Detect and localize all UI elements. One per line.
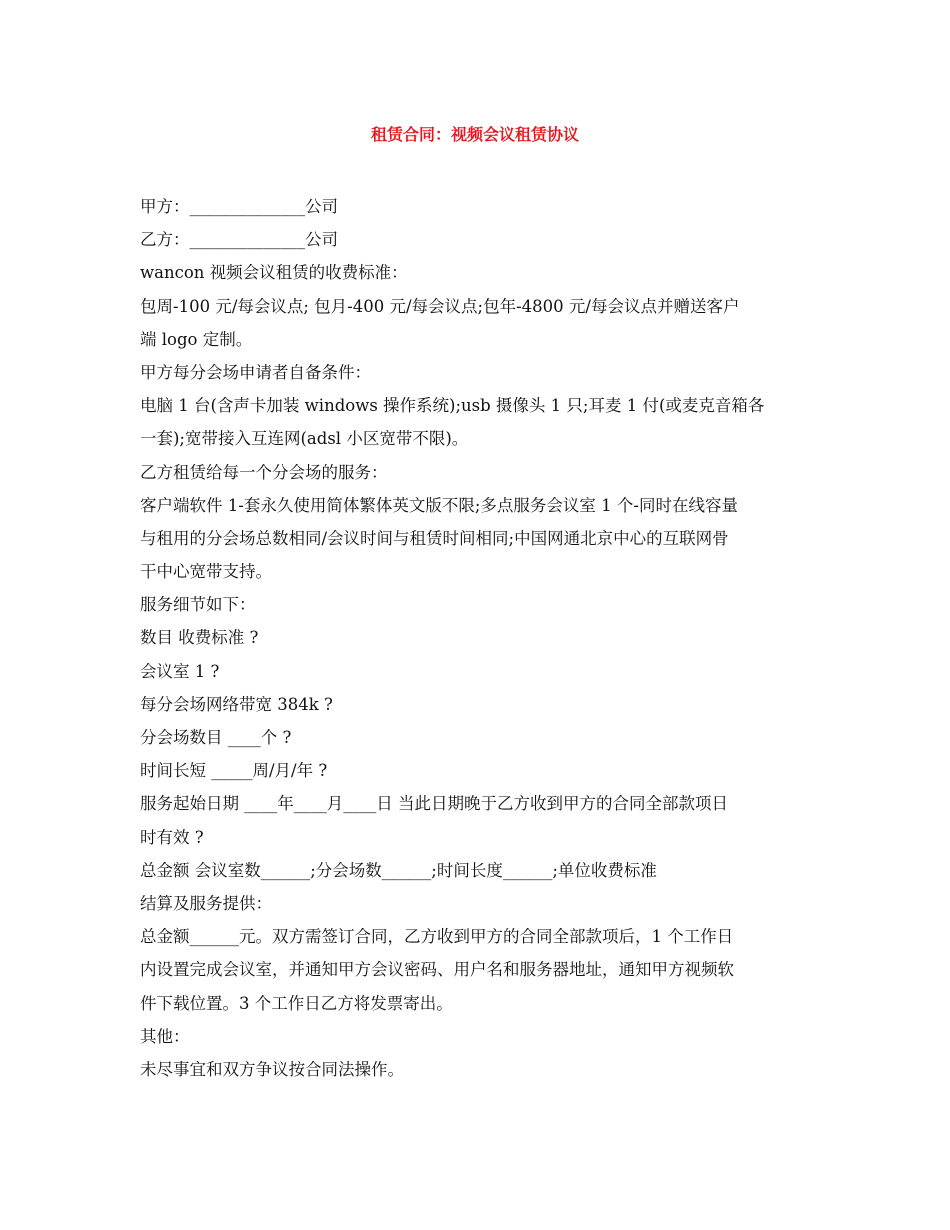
paragraph	[140, 389, 815, 455]
paragraph	[140, 854, 815, 887]
text-line: 一套);宽带接入互连网(adsl 小区宽带不限)。	[140, 429, 469, 449]
paragraph	[140, 688, 815, 721]
text-line: 数目 收费标准 ?	[140, 628, 259, 648]
paragraph	[140, 456, 815, 489]
text-line: 其他：	[140, 1026, 190, 1046]
paragraph	[140, 223, 815, 256]
text-line: 总金额 会议室数______;分会场数______;时间长度______;单位收费标准	[140, 860, 657, 880]
paragraph	[140, 721, 815, 754]
text-line: 乙方：______________公司	[140, 230, 338, 250]
text-line: 包周-100 元/每会议点; 包月-400 元/每会议点;包年-4800 元/每会议点并赠送客户	[140, 296, 740, 316]
text-line: 甲方：______________公司	[140, 197, 338, 216]
text-line: 服务细节如下：	[140, 595, 256, 615]
text-line: 内设置完成会议室，并通知甲方会议密码、用户名和服务器地址，通知甲方视频软	[140, 960, 734, 980]
paragraph	[140, 787, 815, 853]
document-body	[140, 190, 815, 1086]
paragraph	[140, 887, 815, 920]
paragraph	[140, 1020, 815, 1053]
text-line: 乙方租赁给每一个分会场的服务：	[140, 462, 388, 482]
text-line: 件下载位置。3 个工作日乙方将发票寄出。	[140, 993, 453, 1013]
text-line: 时间长短 _____周/月/年 ?	[140, 761, 328, 781]
text-line: 服务起始日期 ____年____月____日 当此日期晚于乙方收到甲方的合同全部款项日	[140, 794, 728, 814]
text-line: 总金额______元。双方需签订合同，乙方收到甲方的合同全部款项后，1 个工作日	[140, 927, 734, 947]
text-line: wancon 视频会议租赁的收费标准：	[140, 263, 408, 283]
paragraph	[140, 256, 815, 289]
text-line: 会议室 1 ?	[140, 661, 220, 681]
text-line: 分会场数目 ____个 ?	[140, 728, 292, 747]
paragraph	[140, 655, 815, 688]
text-line: 电脑 1 台(含声卡加装 windows 操作系统);usb 摄像头 1 只;耳麦 1 付(或麦克音箱各	[140, 396, 765, 416]
text-line: 每分会场网络带宽 384k ?	[140, 694, 333, 714]
paragraph	[140, 489, 815, 589]
document-title: 租赁合同：视频会议租赁协议	[370, 125, 579, 144]
text-line: 端 logo 定制。	[140, 329, 253, 349]
paragraph	[140, 356, 815, 389]
text-line: 甲方每分会场申请者自备条件：	[140, 362, 371, 382]
paragraph	[140, 190, 815, 223]
text-line: 未尽事宜和双方争议按合同法操作。	[140, 1059, 404, 1079]
text-line: 与租用的分会场总数相同/会议时间与租赁时间相同;中国网通北京中心的互联网骨	[140, 528, 729, 548]
text-line: 干中心宽带支持。	[140, 562, 272, 582]
text-line: 结算及服务提供：	[140, 893, 272, 913]
text-line: 时有效 ?	[140, 827, 204, 847]
paragraph	[140, 920, 815, 1020]
paragraph	[140, 1053, 815, 1086]
paragraph	[140, 754, 815, 787]
paragraph	[140, 290, 815, 356]
paragraph	[140, 588, 815, 621]
paragraph	[140, 621, 815, 654]
text-line: 客户端软件 1-套永久使用简体繁体英文版不限;多点服务会议室 1 个-同时在线容量	[140, 495, 738, 515]
